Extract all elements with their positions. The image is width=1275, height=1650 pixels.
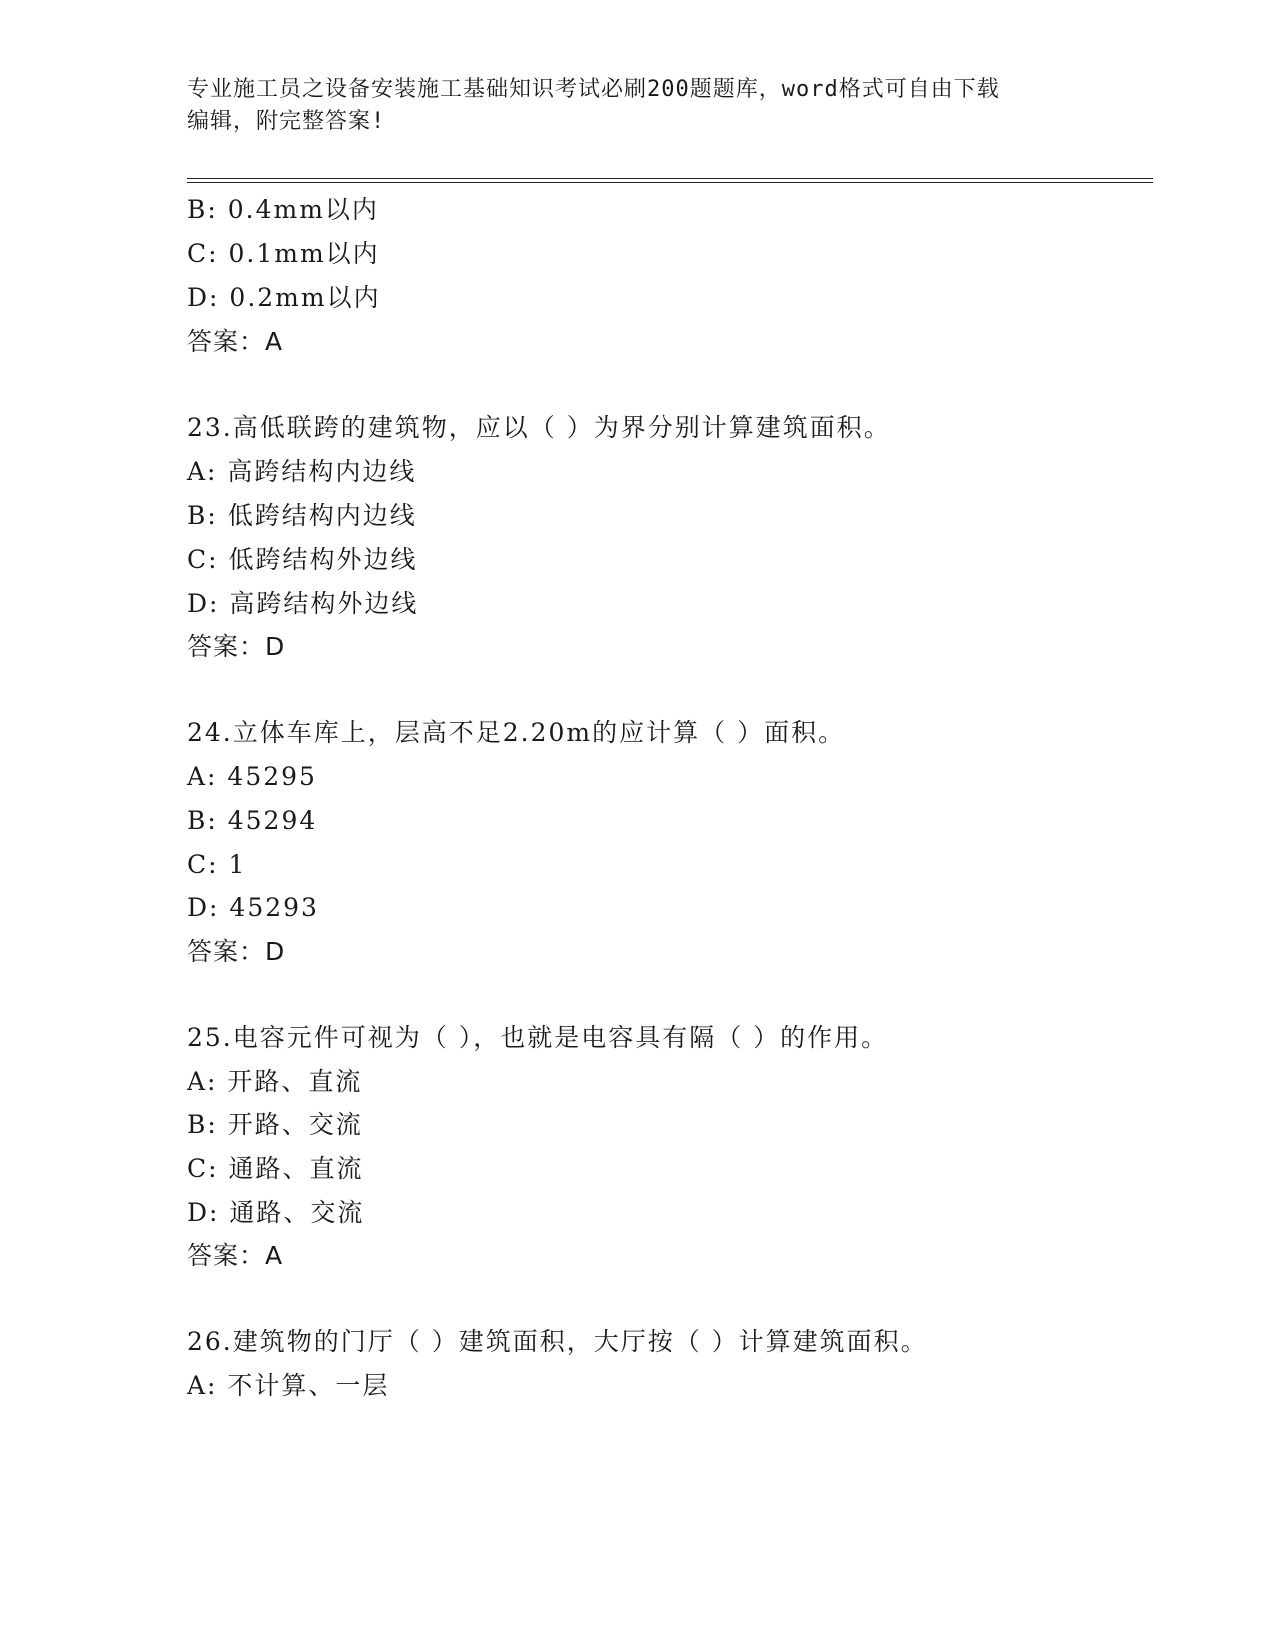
q24-option-b: B: 45294 <box>187 806 318 835</box>
q25-option-d: D: 通路、交流 <box>187 1198 365 1227</box>
q23-answer: 答案：D <box>187 632 286 661</box>
q25-option-a: A: 开路、直流 <box>187 1067 363 1096</box>
q22-option-b: B: 0.4mm以内 <box>187 195 379 224</box>
header-title-line-2: 编辑，附完整答案! <box>187 109 386 134</box>
q22-answer: 答案：A <box>187 327 284 356</box>
q23-question: 23.高低联跨的建筑物，应以（ ）为界分别计算建筑面积。 <box>187 413 891 442</box>
q22-option-c: C: 0.1mm以内 <box>187 239 380 268</box>
header-divider-bottom <box>187 182 1153 183</box>
q26-question: 26.建筑物的门厅（ ）建筑面积，大厅按（ ）计算建筑面积。 <box>187 1327 928 1356</box>
q25-question: 25.电容元件可视为（ ），也就是电容具有隔（ ）的作用。 <box>187 1023 889 1052</box>
q23-option-d: D: 高跨结构外边线 <box>187 589 419 618</box>
q23-option-b: B: 低跨结构内边线 <box>187 501 417 530</box>
q24-question: 24.立体车库上，层高不足2.20m的应计算（ ）面积。 <box>187 718 846 747</box>
q24-option-c: C: 1 <box>187 850 247 879</box>
q24-answer: 答案：D <box>187 937 286 966</box>
q25-answer: 答案：A <box>187 1241 284 1270</box>
header-title-line-1: 专业施工员之设备安装施工基础知识考试必刷200题题库，word格式可自由下载 <box>187 77 1000 102</box>
q25-option-b: B: 开路、交流 <box>187 1110 363 1139</box>
header-divider-top <box>187 178 1153 179</box>
document-header <box>187 74 1087 138</box>
q22-option-d: D: 0.2mm以内 <box>187 283 381 312</box>
q25-option-c: C: 通路、直流 <box>187 1154 364 1183</box>
q26-option-a: A: 不计算、一层 <box>187 1371 390 1400</box>
q24-option-a: A: 45295 <box>187 762 317 791</box>
q24-option-d: D: 45293 <box>187 893 319 922</box>
q23-option-c: C: 低跨结构外边线 <box>187 545 418 574</box>
q23-option-a: A: 高跨结构内边线 <box>187 457 417 486</box>
